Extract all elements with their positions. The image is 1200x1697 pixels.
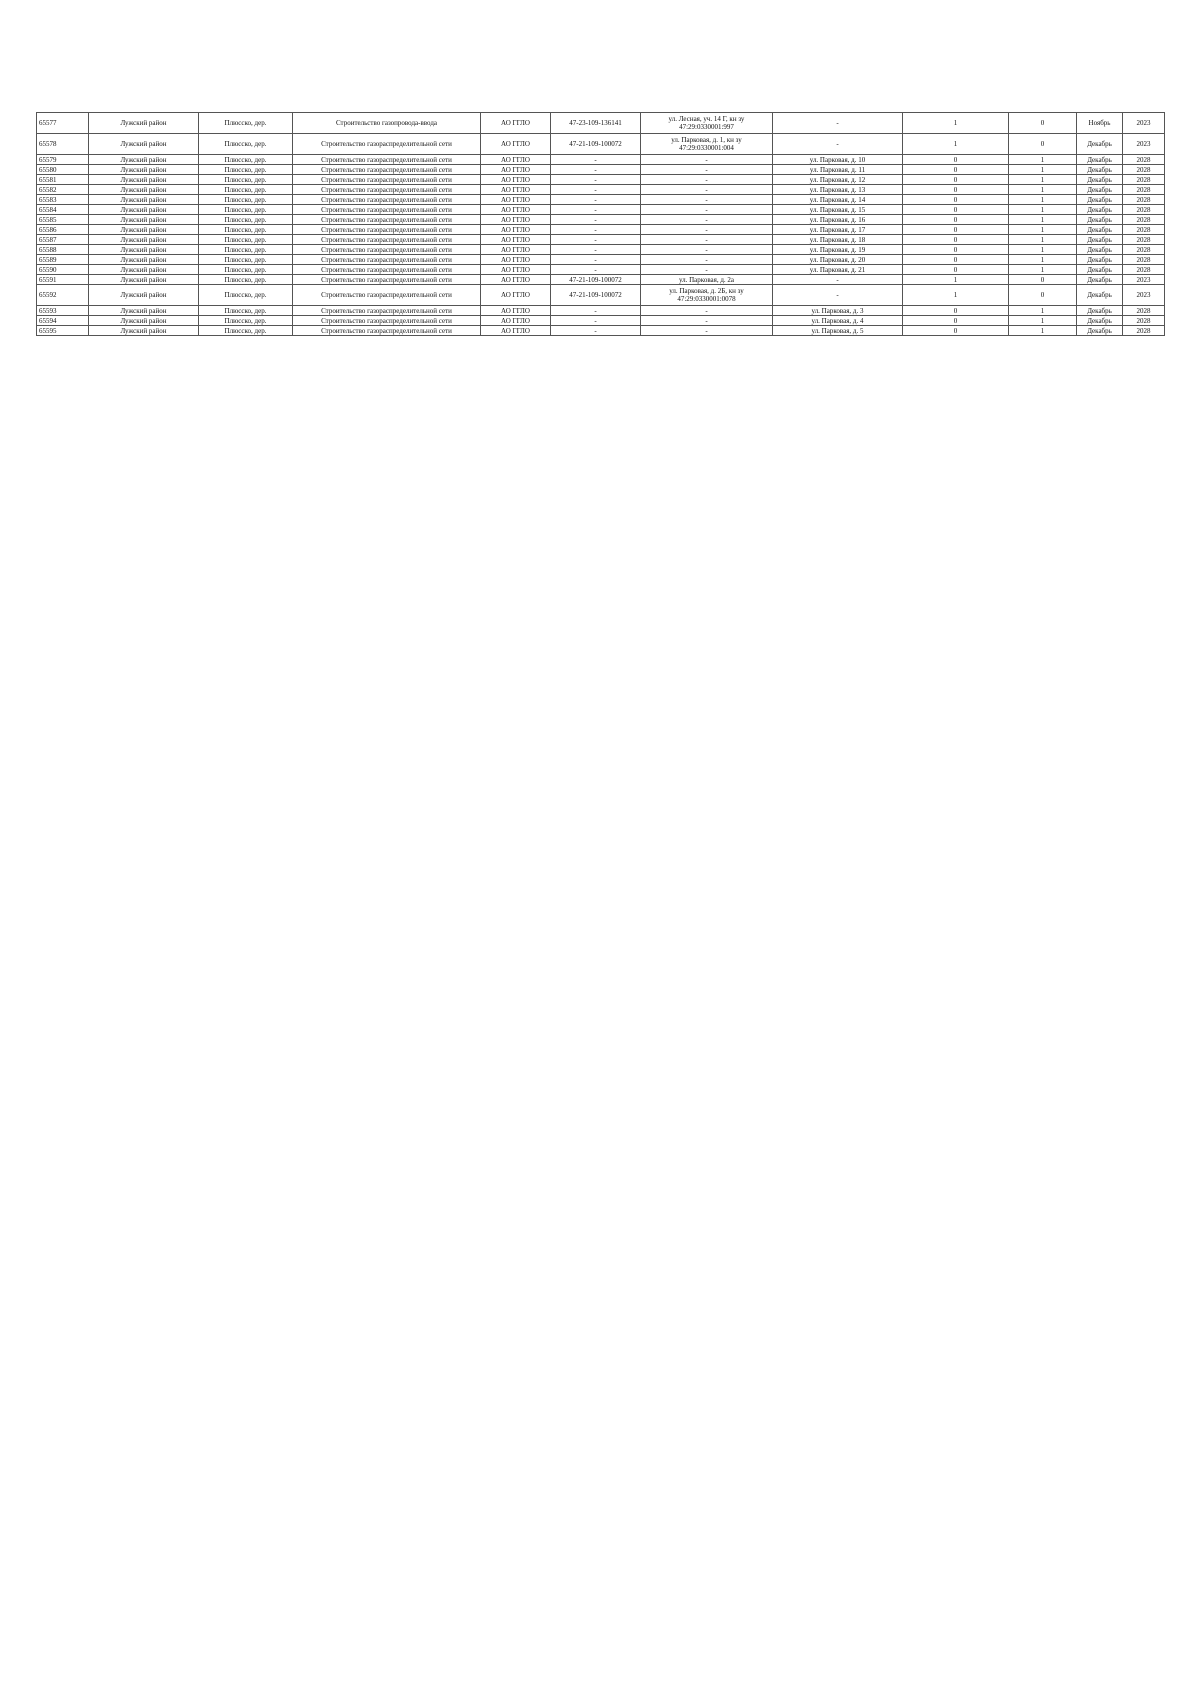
address-cell: - [641, 235, 773, 245]
organization-cell: АО ГГЛО [481, 265, 551, 275]
district-cell: Лужский район [89, 225, 199, 235]
table-row [37, 185, 1165, 195]
district-cell: Лужский район [89, 235, 199, 245]
month-cell: Декабрь [1077, 306, 1123, 316]
address-alt-cell: - [773, 285, 903, 306]
work-type-cell: Строительство газораспределительной сети [293, 326, 481, 336]
count-a-cell: 0 [903, 155, 1009, 165]
year-cell: 2028 [1123, 175, 1165, 185]
address-alt-cell: ул. Парковая, д. 3 [773, 306, 903, 316]
table-row [37, 275, 1165, 285]
gasification-table [36, 112, 1165, 336]
code-cell: - [551, 175, 641, 185]
month-cell: Декабрь [1077, 326, 1123, 336]
district-cell: Лужский район [89, 195, 199, 205]
row-number: 65579 [37, 155, 89, 165]
year-cell: 2028 [1123, 245, 1165, 255]
district-cell: Лужский район [89, 113, 199, 134]
year-cell: 2023 [1123, 275, 1165, 285]
settlement-cell: Плюсско, дер. [199, 326, 293, 336]
count-a-cell: 0 [903, 185, 1009, 195]
code-cell: - [551, 155, 641, 165]
work-type-cell: Строительство газораспределительной сети [293, 306, 481, 316]
year-cell: 2028 [1123, 265, 1165, 275]
address-alt-cell: ул. Парковая, д. 13 [773, 185, 903, 195]
count-b-cell: 0 [1009, 113, 1077, 134]
address-alt-cell: ул. Парковая, д. 18 [773, 235, 903, 245]
settlement-cell: Плюсско, дер. [199, 175, 293, 185]
count-b-cell: 1 [1009, 165, 1077, 175]
code-cell: 47-21-109-100072 [551, 275, 641, 285]
month-cell: Ноябрь [1077, 113, 1123, 134]
district-cell: Лужский район [89, 326, 199, 336]
table-row [37, 326, 1165, 336]
month-cell: Декабрь [1077, 316, 1123, 326]
count-b-cell: 1 [1009, 185, 1077, 195]
month-cell: Декабрь [1077, 225, 1123, 235]
count-a-cell: 0 [903, 316, 1009, 326]
count-b-cell: 1 [1009, 205, 1077, 215]
row-number: 65591 [37, 275, 89, 285]
address-alt-cell: ул. Парковая, д. 14 [773, 195, 903, 205]
count-a-cell: 0 [903, 205, 1009, 215]
count-b-cell: 1 [1009, 215, 1077, 225]
document-page [36, 112, 1164, 336]
count-a-cell: 0 [903, 235, 1009, 245]
district-cell: Лужский район [89, 155, 199, 165]
month-cell: Декабрь [1077, 205, 1123, 215]
count-b-cell: 1 [1009, 225, 1077, 235]
year-cell: 2028 [1123, 225, 1165, 235]
organization-cell: АО ГГЛО [481, 165, 551, 175]
count-a-cell: 0 [903, 255, 1009, 265]
code-cell: - [551, 326, 641, 336]
count-a-cell: 0 [903, 175, 1009, 185]
organization-cell: АО ГГЛО [481, 185, 551, 195]
table-row [37, 285, 1165, 306]
address-alt-cell: ул. Парковая, д. 16 [773, 215, 903, 225]
work-type-cell: Строительство газораспределительной сети [293, 275, 481, 285]
address-cell: - [641, 245, 773, 255]
organization-cell: АО ГГЛО [481, 235, 551, 245]
month-cell: Декабрь [1077, 155, 1123, 165]
count-b-cell: 1 [1009, 265, 1077, 275]
count-a-cell: 0 [903, 306, 1009, 316]
address-alt-cell: ул. Парковая, д. 12 [773, 175, 903, 185]
address-cell: ул. Парковая, д. 1, кн зу 47:29:0330001:004 [641, 134, 773, 155]
month-cell: Декабрь [1077, 215, 1123, 225]
row-number: 65578 [37, 134, 89, 155]
row-number: 65589 [37, 255, 89, 265]
year-cell: 2028 [1123, 215, 1165, 225]
code-cell: - [551, 195, 641, 205]
organization-cell: АО ГГЛО [481, 134, 551, 155]
count-b-cell: 1 [1009, 195, 1077, 205]
organization-cell: АО ГГЛО [481, 306, 551, 316]
month-cell: Декабрь [1077, 255, 1123, 265]
table-row [37, 245, 1165, 255]
table-row [37, 205, 1165, 215]
count-a-cell: 0 [903, 195, 1009, 205]
district-cell: Лужский район [89, 316, 199, 326]
row-number: 65581 [37, 175, 89, 185]
settlement-cell: Плюсско, дер. [199, 235, 293, 245]
month-cell: Декабрь [1077, 245, 1123, 255]
count-a-cell: 1 [903, 134, 1009, 155]
address-alt-cell: ул. Парковая, д. 20 [773, 255, 903, 265]
address-cell: - [641, 265, 773, 275]
district-cell: Лужский район [89, 134, 199, 155]
year-cell: 2028 [1123, 306, 1165, 316]
row-number: 65582 [37, 185, 89, 195]
year-cell: 2028 [1123, 326, 1165, 336]
code-cell: 47-21-109-100072 [551, 134, 641, 155]
row-number: 65595 [37, 326, 89, 336]
address-cell: - [641, 155, 773, 165]
count-b-cell: 1 [1009, 326, 1077, 336]
row-number: 65593 [37, 306, 89, 316]
address-cell: - [641, 165, 773, 175]
count-b-cell: 0 [1009, 285, 1077, 306]
address-cell: - [641, 215, 773, 225]
month-cell: Декабрь [1077, 285, 1123, 306]
organization-cell: АО ГГЛО [481, 245, 551, 255]
code-cell: - [551, 185, 641, 195]
address-alt-cell: - [773, 134, 903, 155]
district-cell: Лужский район [89, 265, 199, 275]
year-cell: 2028 [1123, 255, 1165, 265]
settlement-cell: Плюсско, дер. [199, 113, 293, 134]
address-cell: - [641, 195, 773, 205]
address-alt-cell: ул. Парковая, д. 19 [773, 245, 903, 255]
table-row [37, 155, 1165, 165]
row-number: 65586 [37, 225, 89, 235]
organization-cell: АО ГГЛО [481, 175, 551, 185]
address-cell: ул. Лесная, уч. 14 Г, кн зу 47:29:0330001:997 [641, 113, 773, 134]
count-b-cell: 1 [1009, 155, 1077, 165]
address-alt-cell: - [773, 275, 903, 285]
month-cell: Декабрь [1077, 185, 1123, 195]
count-a-cell: 0 [903, 245, 1009, 255]
table-row [37, 306, 1165, 316]
address-alt-cell: ул. Парковая, д. 5 [773, 326, 903, 336]
district-cell: Лужский район [89, 205, 199, 215]
year-cell: 2028 [1123, 165, 1165, 175]
code-cell: 47-23-109-136141 [551, 113, 641, 134]
code-cell: - [551, 205, 641, 215]
settlement-cell: Плюсско, дер. [199, 185, 293, 195]
year-cell: 2023 [1123, 134, 1165, 155]
code-cell: - [551, 165, 641, 175]
row-number: 65583 [37, 195, 89, 205]
address-cell: ул. Парковая, д. 2а [641, 275, 773, 285]
organization-cell: АО ГГЛО [481, 316, 551, 326]
address-cell: - [641, 205, 773, 215]
address-cell: - [641, 326, 773, 336]
code-cell: - [551, 265, 641, 275]
year-cell: 2028 [1123, 195, 1165, 205]
settlement-cell: Плюсско, дер. [199, 255, 293, 265]
organization-cell: АО ГГЛО [481, 285, 551, 306]
district-cell: Лужский район [89, 306, 199, 316]
row-number: 65584 [37, 205, 89, 215]
organization-cell: АО ГГЛО [481, 215, 551, 225]
settlement-cell: Плюсско, дер. [199, 205, 293, 215]
work-type-cell: Строительство газораспределительной сети [293, 175, 481, 185]
year-cell: 2023 [1123, 285, 1165, 306]
code-cell: 47-21-109-100072 [551, 285, 641, 306]
settlement-cell: Плюсско, дер. [199, 195, 293, 205]
count-a-cell: 1 [903, 285, 1009, 306]
work-type-cell: Строительство газораспределительной сети [293, 225, 481, 235]
address-cell: - [641, 306, 773, 316]
table-row [37, 215, 1165, 225]
count-a-cell: 1 [903, 113, 1009, 134]
row-number: 65580 [37, 165, 89, 175]
work-type-cell: Строительство газопровода-ввода [293, 113, 481, 134]
year-cell: 2028 [1123, 185, 1165, 195]
district-cell: Лужский район [89, 255, 199, 265]
year-cell: 2028 [1123, 205, 1165, 215]
settlement-cell: Плюсско, дер. [199, 265, 293, 275]
row-number: 65592 [37, 285, 89, 306]
work-type-cell: Строительство газораспределительной сети [293, 134, 481, 155]
row-number: 65588 [37, 245, 89, 255]
district-cell: Лужский район [89, 185, 199, 195]
count-a-cell: 0 [903, 165, 1009, 175]
table-row [37, 235, 1165, 245]
settlement-cell: Плюсско, дер. [199, 155, 293, 165]
year-cell: 2028 [1123, 155, 1165, 165]
table-body [37, 113, 1165, 336]
table-row [37, 134, 1165, 155]
work-type-cell: Строительство газораспределительной сети [293, 185, 481, 195]
code-cell: - [551, 245, 641, 255]
count-b-cell: 1 [1009, 235, 1077, 245]
year-cell: 2028 [1123, 235, 1165, 245]
row-number: 65577 [37, 113, 89, 134]
row-number: 65587 [37, 235, 89, 245]
work-type-cell: Строительство газораспределительной сети [293, 205, 481, 215]
count-a-cell: 0 [903, 265, 1009, 275]
settlement-cell: Плюсско, дер. [199, 306, 293, 316]
district-cell: Лужский район [89, 275, 199, 285]
address-cell: ул. Парковая, д. 2Б, кн зу 47:29:0330001:0078 [641, 285, 773, 306]
address-alt-cell: ул. Парковая, д. 21 [773, 265, 903, 275]
year-cell: 2023 [1123, 113, 1165, 134]
settlement-cell: Плюсско, дер. [199, 316, 293, 326]
address-cell: - [641, 185, 773, 195]
code-cell: - [551, 316, 641, 326]
address-alt-cell: - [773, 113, 903, 134]
code-cell: - [551, 235, 641, 245]
work-type-cell: Строительство газораспределительной сети [293, 265, 481, 275]
organization-cell: АО ГГЛО [481, 326, 551, 336]
count-a-cell: 0 [903, 215, 1009, 225]
work-type-cell: Строительство газораспределительной сети [293, 215, 481, 225]
work-type-cell: Строительство газораспределительной сети [293, 316, 481, 326]
month-cell: Декабрь [1077, 275, 1123, 285]
work-type-cell: Строительство газораспределительной сети [293, 255, 481, 265]
settlement-cell: Плюсско, дер. [199, 245, 293, 255]
count-a-cell: 1 [903, 275, 1009, 285]
month-cell: Декабрь [1077, 134, 1123, 155]
district-cell: Лужский район [89, 285, 199, 306]
settlement-cell: Плюсско, дер. [199, 215, 293, 225]
district-cell: Лужский район [89, 215, 199, 225]
row-number: 65585 [37, 215, 89, 225]
code-cell: - [551, 225, 641, 235]
organization-cell: АО ГГЛО [481, 225, 551, 235]
work-type-cell: Строительство газораспределительной сети [293, 285, 481, 306]
month-cell: Декабрь [1077, 195, 1123, 205]
organization-cell: АО ГГЛО [481, 275, 551, 285]
work-type-cell: Строительство газораспределительной сети [293, 165, 481, 175]
table-row [37, 255, 1165, 265]
table-row [37, 225, 1165, 235]
count-b-cell: 0 [1009, 275, 1077, 285]
district-cell: Лужский район [89, 245, 199, 255]
count-b-cell: 1 [1009, 175, 1077, 185]
settlement-cell: Плюсско, дер. [199, 225, 293, 235]
count-a-cell: 0 [903, 225, 1009, 235]
organization-cell: АО ГГЛО [481, 155, 551, 165]
address-alt-cell: ул. Парковая, д. 15 [773, 205, 903, 215]
month-cell: Декабрь [1077, 165, 1123, 175]
district-cell: Лужский район [89, 175, 199, 185]
count-a-cell: 0 [903, 326, 1009, 336]
table-row [37, 113, 1165, 134]
table-row [37, 175, 1165, 185]
count-b-cell: 1 [1009, 255, 1077, 265]
count-b-cell: 1 [1009, 306, 1077, 316]
count-b-cell: 0 [1009, 134, 1077, 155]
address-alt-cell: ул. Парковая, д. 17 [773, 225, 903, 235]
settlement-cell: Плюсско, дер. [199, 165, 293, 175]
year-cell: 2028 [1123, 316, 1165, 326]
row-number: 65594 [37, 316, 89, 326]
address-alt-cell: ул. Парковая, д. 4 [773, 316, 903, 326]
month-cell: Декабрь [1077, 175, 1123, 185]
address-cell: - [641, 316, 773, 326]
settlement-cell: Плюсско, дер. [199, 285, 293, 306]
table-row [37, 265, 1165, 275]
work-type-cell: Строительство газораспределительной сети [293, 235, 481, 245]
month-cell: Декабрь [1077, 235, 1123, 245]
organization-cell: АО ГГЛО [481, 205, 551, 215]
code-cell: - [551, 215, 641, 225]
code-cell: - [551, 255, 641, 265]
address-alt-cell: ул. Парковая, д. 10 [773, 155, 903, 165]
count-b-cell: 1 [1009, 245, 1077, 255]
count-b-cell: 1 [1009, 316, 1077, 326]
settlement-cell: Плюсско, дер. [199, 275, 293, 285]
work-type-cell: Строительство газораспределительной сети [293, 155, 481, 165]
organization-cell: АО ГГЛО [481, 113, 551, 134]
table-row [37, 195, 1165, 205]
organization-cell: АО ГГЛО [481, 195, 551, 205]
table-row [37, 165, 1165, 175]
address-cell: - [641, 225, 773, 235]
address-alt-cell: ул. Парковая, д. 11 [773, 165, 903, 175]
table-row [37, 316, 1165, 326]
work-type-cell: Строительство газораспределительной сети [293, 195, 481, 205]
month-cell: Декабрь [1077, 265, 1123, 275]
work-type-cell: Строительство газораспределительной сети [293, 245, 481, 255]
row-number: 65590 [37, 265, 89, 275]
address-cell: - [641, 255, 773, 265]
code-cell: - [551, 306, 641, 316]
address-cell: - [641, 175, 773, 185]
organization-cell: АО ГГЛО [481, 255, 551, 265]
settlement-cell: Плюсско, дер. [199, 134, 293, 155]
district-cell: Лужский район [89, 165, 199, 175]
